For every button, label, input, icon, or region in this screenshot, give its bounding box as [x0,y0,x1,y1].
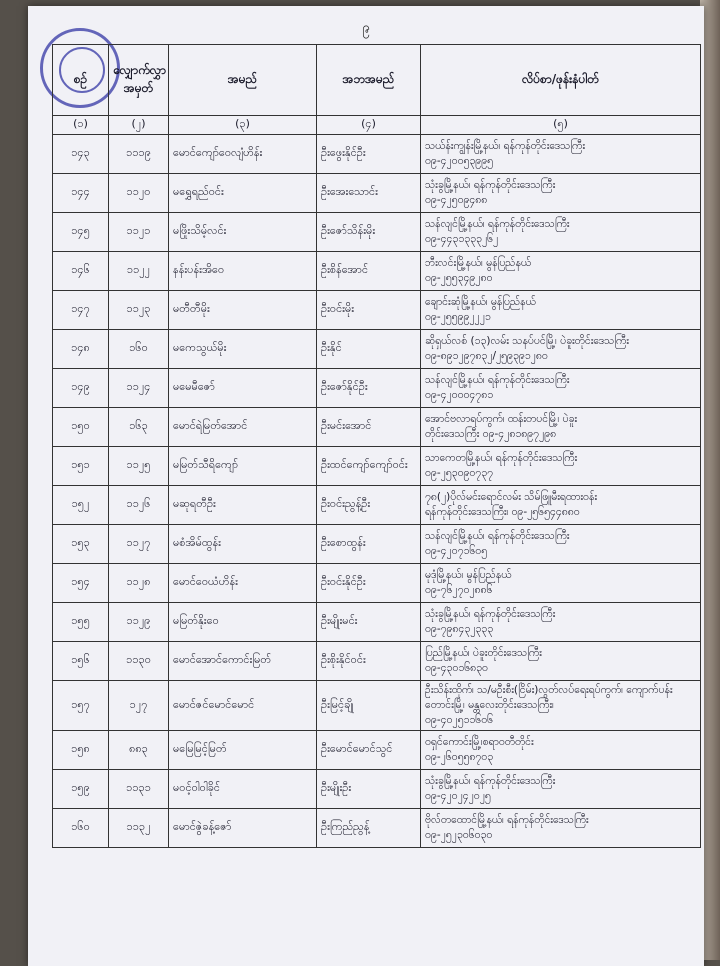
address-text: သာကေတမြို့နယ်၊ ရန်ကုန်တိုင်းဒေသကြီး [425,452,578,464]
address-phone-cell [421,447,701,486]
document-page [28,6,704,966]
father-name-cell: ဦးစိန်အောင် [317,252,421,291]
address-phone-cell [421,252,701,291]
application-no-cell: ၁၁၃၂ [109,809,169,848]
address-text: ပြည်မြို့နယ်၊ ပဲခူးတိုင်းဒေသကြီး [425,647,542,659]
table-row [53,770,701,809]
name-cell: မဖြိုးသိမ့်လင်း [169,213,317,252]
name-cell: မောင်ဇွဲခန့်ဇော် [169,809,317,848]
serial-cell: ၁၄၆ [53,252,109,291]
address-text: မုဒုံမြို့နယ်၊ မွန်ပြည်နယ် [425,569,512,581]
phone-text: ၀၉-၄၃၀၁၆၈၃၀ [425,662,488,674]
address-phone-cell [421,213,701,252]
name-cell: မဆုရတီဦး [169,486,317,525]
address-text: သယ်န်းကျွန်းမြို့နယ်၊ ရန်ကုန်တိုင်းဒေသကြီး [425,140,585,152]
serial-cell: ၁၅၇ [53,681,109,731]
table-row [53,408,701,447]
application-no-cell: ၁၁၂၄ [109,369,169,408]
table-row [53,642,701,681]
header-father-name: အဘအမည် [317,45,421,116]
father-name-cell: ဦးမျိုးဦး [317,770,421,809]
table-row [53,447,701,486]
col-number: (၄) [317,116,421,135]
serial-cell: ၁၅၉ [53,770,109,809]
column-number-row [53,116,701,135]
col-number: (၂) [109,116,169,135]
address-text: ဆိုရှယ်လစ် (၁၃)လမ်း သနပ်ပင်မြို့၊ ပဲခူးတိုင်းဒေသကြီး [425,335,629,347]
phone-text: ရန်ကုန်တိုင်းဒေသကြီး၊ ၀၉-၂၅၆၅၄၄၈၈၀ [425,506,580,518]
table-row [53,731,701,770]
address-text: ဘီးလင်းမြို့နယ်၊ မွန်ပြည်နယ် [425,257,532,269]
name-cell: မရွှေရည်ဝင်း [169,174,317,213]
serial-cell: ၁၄၈ [53,330,109,369]
father-name-cell: ဦးနိုင် [317,330,421,369]
name-cell: မစံအိမ်ထွန်း [169,525,317,564]
serial-cell: ၁၅၀ [53,408,109,447]
header-address-phone: လိပ်စာ/ဖုန်းနံပါတ် [421,45,701,116]
header-name: အမည် [169,45,317,116]
address-text: သုံးခွမြို့နယ်၊ ရန်ကုန်တိုင်းဒေသကြီး [425,775,556,787]
father-name-cell: ဦးဖွေးနိုင်ဦး [317,135,421,174]
address-text: သန်လျင်မြို့နယ်၊ ရန်ကုန်တိုင်းဒေသကြီး [425,218,570,230]
serial-cell: ၁၄၉ [53,369,109,408]
name-cell: မမြတ်နိုးဝေ [169,603,317,642]
father-name-cell: ဦးထင်ကျော်ကျော်ဝင်း [317,447,421,486]
application-no-cell: ၁၁၂၁ [109,213,169,252]
application-no-cell: ၁၁၂၂ [109,252,169,291]
father-name-cell: ဦးမြင့်ချို [317,681,421,731]
serial-cell: ၁၄၅ [53,213,109,252]
applicant-table [52,44,701,848]
address-text: ဝရှင်ကောင်းမြို့၊စရာဝတီတိုင်း [425,736,534,748]
address-text: အောင်ဗလာရပ်ကွက်၊ ထန်းတပင်မြို့၊ ပဲခူး [425,413,578,425]
serial-cell: ၁၅၃ [53,525,109,564]
name-cell: မောင်ရဲမြတ်အောင် [169,408,317,447]
phone-text: ၀၉-၄၂၀၀၅၃၉၉၅ [425,155,494,167]
father-name-cell: ဦးဇော်သိန်းမိုး [317,213,421,252]
table-row [53,213,701,252]
address-text: သုံးခွမြို့နယ်၊ ရန်ကုန်တိုင်းဒေသကြီး [425,179,556,191]
address-phone-cell [421,525,701,564]
address-phone-cell [421,369,701,408]
phone-text: ၀၉-၄၀၂၅၁၁၆၀၆ [425,714,494,726]
father-name-cell: ဦးစိုးနိုင်ဝင်း [317,642,421,681]
table-row [53,369,701,408]
phone-text: ၀၉-၂၅၅၉၉၂၂၂၁ [425,311,491,323]
name-cell: မကေသွယ်မိုး [169,330,317,369]
name-cell: မမြတ်သီရိကျော် [169,447,317,486]
address-phone-cell [421,731,701,770]
phone-text: ၀၉-၇၆၂၇၀၂၈၈၆ [425,584,493,596]
table-row [53,291,701,330]
table-row [53,135,701,174]
phone-text: ၀၉-၂၅၃၀၉၀၇၃၇ [425,467,494,479]
father-name-cell: ဦးဝင်းမိုး [317,291,421,330]
application-no-cell: ၁၁၂၈ [109,564,169,603]
phone-text: တိုင်းဒေသကြီး ၀၉-၄၂၈၁၈၉၇၂၉၈ [425,428,557,440]
father-name-cell: ဦးဝင်းညွန့်ဦး [317,486,421,525]
address-phone-cell [421,642,701,681]
table-row [53,809,701,848]
address-text: ဗိုလ်တထောင်မြို့နယ်၊ ရန်ကုန်တိုင်းဒေသကြီး [425,814,589,826]
address-phone-cell [421,135,701,174]
father-name-cell: ဦးကြည်ညွန့် [317,809,421,848]
address-phone-cell [421,809,701,848]
table-row [53,564,701,603]
name-cell: မတီတီမိုး [169,291,317,330]
table-row [53,681,701,731]
serial-cell: ၁၅၂ [53,486,109,525]
address-phone-cell [421,330,701,369]
father-name-cell: ဦးမျိုးမင်း [317,603,421,642]
phone-text: ၀၉-၂၅၂၃၀၆၀၃၀ [425,829,493,841]
application-no-cell: ၁၁၁၉ [109,135,169,174]
application-no-cell: ၁၁၂၇ [109,525,169,564]
serial-cell: ၁၆၀ [53,809,109,848]
serial-cell: ၁၅၅ [53,603,109,642]
father-name-cell: ဦးမောင်မောင်သွင် [317,731,421,770]
father-name-cell: ဦးစောထွန်း [317,525,421,564]
address-phone-cell [421,564,701,603]
father-name-cell: ဦးဝင်းနိုင်ဦး [317,564,421,603]
name-cell: နန်းပန်းအိဝေ [169,252,317,291]
phone-text: ၀၉-၇၉၈၄၃၂၃၃၃ [425,623,494,635]
application-no-cell: ၁၁၂၃ [109,291,169,330]
phone-text: ၀၉-၄၂၀၀၀၄၇၈၁ [425,389,494,401]
name-cell: မောင်အောင်ကောင်းမြတ် [169,642,317,681]
application-no-cell: ၈၈၃ [109,731,169,770]
application-no-cell: ၁၂၇ [109,681,169,731]
address-text: သန်လျင်မြို့နယ်၊ ရန်ကုန်တိုင်းဒေသကြီး [425,374,570,386]
table-row [53,486,701,525]
address-phone-cell [421,603,701,642]
father-name-cell: ဦးအေးသောင်း [317,174,421,213]
address-phone-cell [421,770,701,809]
phone-text: ၀၉-၂၆၀၅၅၈၇၀၃ [425,751,494,763]
application-no-cell: ၁၁၂၉ [109,603,169,642]
address-text: ဦးသိန်းထိုက်၊ သ/မဦးစီး(ငြိမ်း)လွတ်လပ်ရေးရပ်ကွက်၊ ကျောက်ပန်းတောင်းမြို့၊ မန္တလေးတိုင်းဒေသကြီး၊ [425,684,673,711]
serial-cell: ၁၄၇ [53,291,109,330]
address-phone-cell [421,486,701,525]
application-no-cell: ၁၁၂၀ [109,174,169,213]
application-no-cell: ၁၁၂၅ [109,447,169,486]
table-row [53,525,701,564]
address-phone-cell [421,408,701,447]
phone-text: ၀၉-၄၄၃၁၃၃၃၂၆၂ [425,233,499,245]
name-cell: မောင်ဇင်မောင်မောင် [169,681,317,731]
name-cell: မမြေမြင့်မြတ် [169,731,317,770]
phone-text: ၀၉-၈၉၁၂၉၇၈၃၂/၂၅၉၃၉၁၂၈၀ [425,350,548,362]
table-row [53,174,701,213]
phone-text: ၀၉-၂၅၅၃၄၉၂၈၀ [425,272,493,284]
phone-text: ၀၉-၄၂၅၀၉၄၈၈ [425,194,488,206]
name-cell: မမေမီဇော် [169,369,317,408]
father-name-cell: ဦးဇော်နိုင်ဦး [317,369,421,408]
address-phone-cell [421,174,701,213]
col-number: (၅) [421,116,701,135]
address-text: ချောင်းဆုံမြို့နယ်၊ မွန်ပြည်နယ် [425,296,536,308]
address-phone-cell [421,681,701,731]
name-cell: မောင်ဝေယံဟိန်း [169,564,317,603]
application-no-cell: ၁၆၀ [109,330,169,369]
application-no-cell: ၁၆၃ [109,408,169,447]
header-application-no: လျှောက်လွှာအမှတ် [109,45,169,116]
phone-text: ၀၉-၄၂၀၂၄၂၀၂၅ [425,790,491,802]
serial-cell: ၁၅၈ [53,731,109,770]
serial-cell: ၁၅၆ [53,642,109,681]
serial-cell: ၁၄၄ [53,174,109,213]
name-cell: မောင်ကျော်ဝေလျံဟိန်း [169,135,317,174]
col-number: (၃) [169,116,317,135]
address-text: သုံးခွမြို့နယ်၊ ရန်ကုန်တိုင်းဒေသကြီး [425,608,556,620]
address-text: သန်လျင်မြို့နယ်၊ ရန်ကုန်တိုင်းဒေသကြီး [425,530,570,542]
application-no-cell: ၁၁၃၀ [109,642,169,681]
application-no-cell: ၁၁၂၆ [109,486,169,525]
address-phone-cell [421,291,701,330]
name-cell: မဝင့်ဝါဝါခိုင် [169,770,317,809]
page-number: ၉ [362,20,370,36]
col-number: (၁) [53,116,109,135]
application-no-cell: ၁၁၃၁ [109,770,169,809]
phone-text: ၀၉-၄၂၀၇၁၆၀၅ [425,545,488,557]
table-header-row [53,45,701,116]
table-row [53,603,701,642]
header-serial: စဉ် [53,45,109,116]
father-name-cell: ဦးမင်းအောင် [317,408,421,447]
table-row [53,252,701,291]
serial-cell: ၁၅၄ [53,564,109,603]
serial-cell: ၁၄၃ [53,135,109,174]
serial-cell: ၁၅၁ [53,447,109,486]
address-text: ၇၈(၂)ပိုလ်မင်းရောင်လမ်း သိမ်ဖြူမီးရထားဝန်း [425,491,598,503]
table-row [53,330,701,369]
